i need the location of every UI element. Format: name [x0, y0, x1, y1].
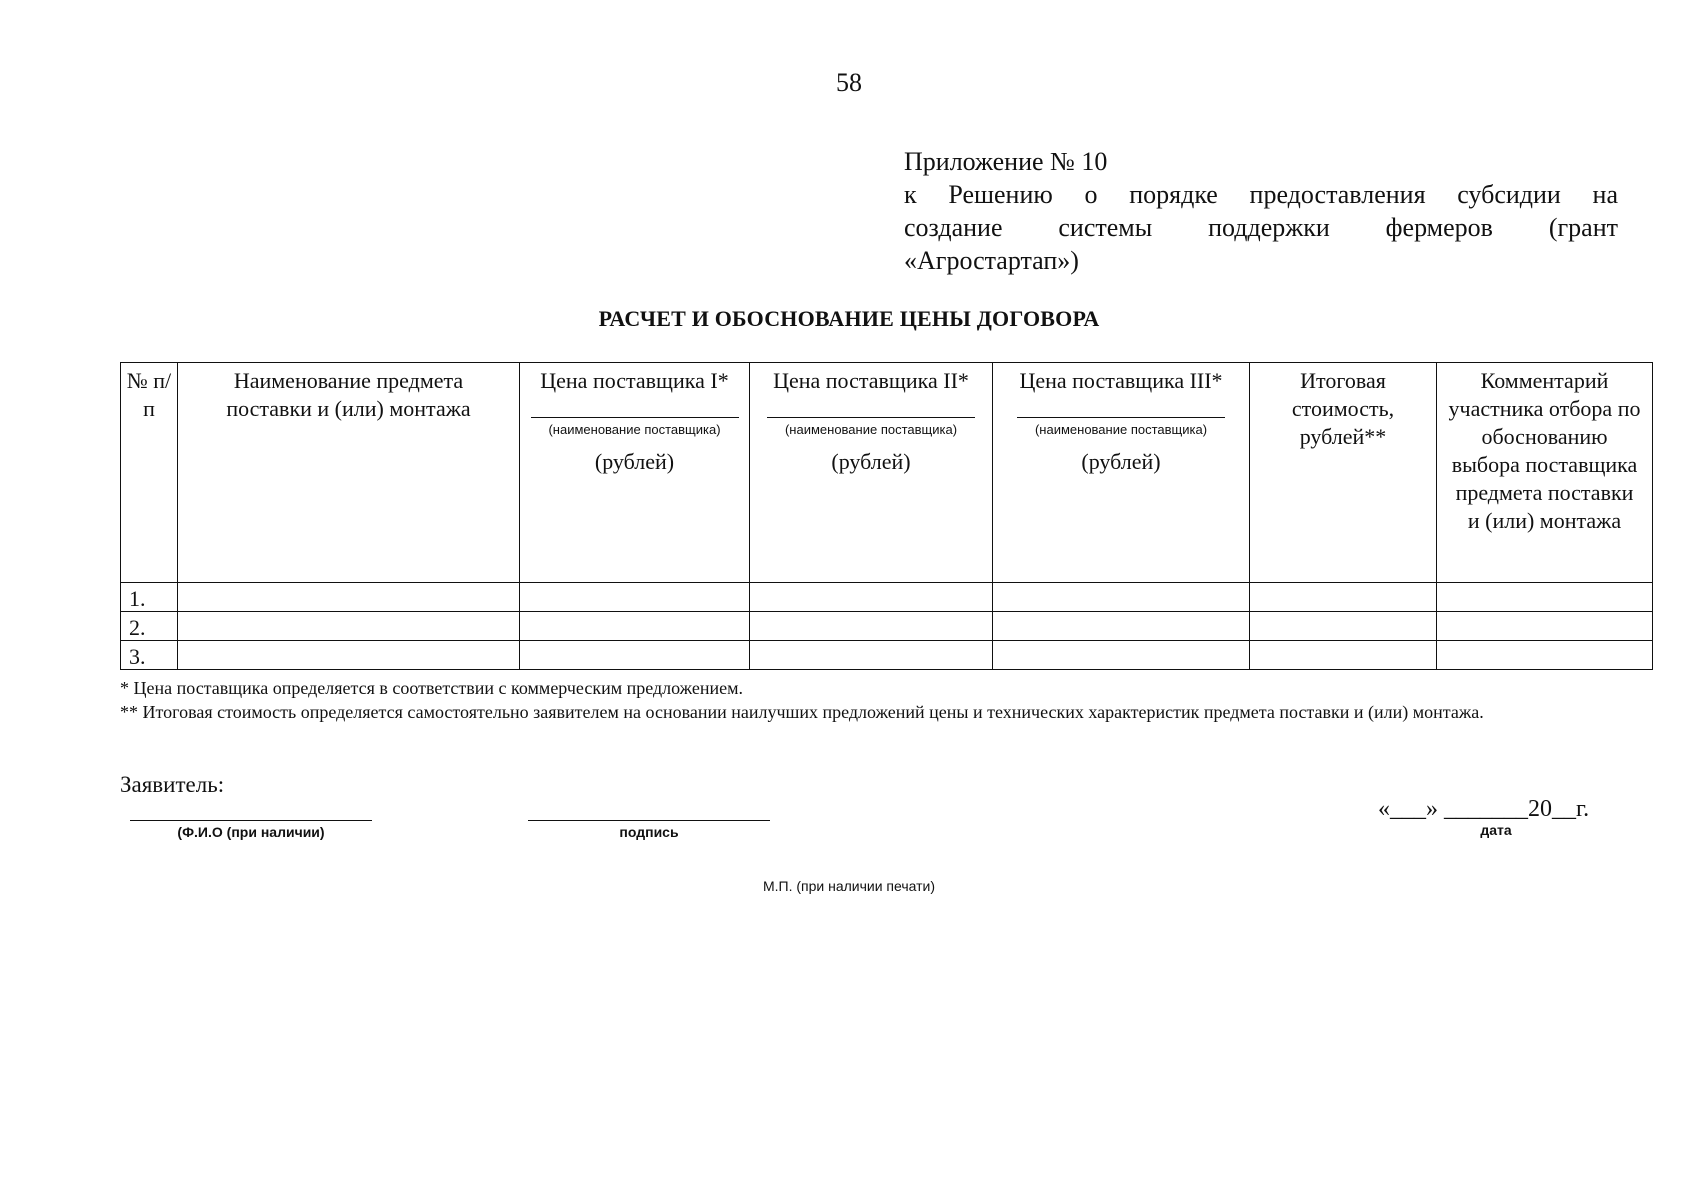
supplier-1-price-cell[interactable]: [520, 583, 750, 612]
footnote-supplier-price: * Цена поставщика определяется в соответствии с коммерческим предложением.: [120, 678, 744, 698]
table-row: [121, 583, 1653, 612]
item-name-cell[interactable]: [178, 612, 520, 641]
supplier-3-price-cell[interactable]: [993, 583, 1250, 612]
total-cell[interactable]: [1250, 612, 1437, 641]
comment-cell[interactable]: [1437, 612, 1653, 641]
header-item-name: Наименование предмета поставки и (или) монтажа: [178, 363, 520, 583]
fio-caption: (Ф.И.О (при наличии): [177, 824, 325, 840]
appendix-ref-line-3: «Агростартап»): [904, 246, 1079, 275]
table-header-row: [121, 363, 1653, 583]
page-number: 58: [836, 68, 862, 97]
supplier-2-price-cell[interactable]: [750, 583, 993, 612]
header-num: № п/п: [121, 363, 178, 583]
signature-caption: подпись: [619, 824, 679, 840]
supplier-1-price-cell[interactable]: [520, 641, 750, 670]
supplier-3-price-cell[interactable]: [993, 612, 1250, 641]
appendix-ref-line-2: создание системы поддержки фермеров (грант: [904, 213, 1618, 242]
supplier-1-name-line: [531, 417, 739, 418]
item-name-cell[interactable]: [178, 641, 520, 670]
fio-line[interactable]: [130, 820, 372, 821]
signature-line[interactable]: [528, 820, 770, 821]
header-supplier-3: [993, 363, 1250, 583]
appendix-ref-line-1: к Решению о порядке предоставления субсидии на: [904, 180, 1618, 209]
comment-cell[interactable]: [1437, 583, 1653, 612]
table-row: [121, 612, 1653, 641]
supplier-1-caption: (наименование поставщика): [548, 422, 721, 437]
header-total: Итоговая стоимость, рублей**: [1250, 363, 1437, 583]
total-cell[interactable]: [1250, 641, 1437, 670]
supplier-3-label: Цена поставщика III*: [1019, 368, 1223, 393]
supplier-2-label: Цена поставщика II*: [773, 368, 969, 393]
comment-cell[interactable]: [1437, 641, 1653, 670]
supplier-3-name-line: [1017, 417, 1225, 418]
header-supplier-2: [750, 363, 993, 583]
row-number: 1.: [121, 583, 178, 612]
appendix-number: Приложение № 10: [904, 147, 1108, 176]
applicant-label: Заявитель:: [120, 772, 225, 797]
supplier-2-name-line: [767, 417, 975, 418]
supplier-3-caption: (наименование поставщика): [1034, 422, 1208, 437]
supplier-2-unit: (рублей): [831, 449, 911, 474]
supplier-1-price-cell[interactable]: [520, 612, 750, 641]
date-caption: дата: [1480, 822, 1512, 838]
total-cell[interactable]: [1250, 583, 1437, 612]
header-supplier-1: [520, 363, 750, 583]
supplier-2-price-cell[interactable]: [750, 641, 993, 670]
header-comment: Комментарий участника отбора по обоснованию выбора поставщика предмета поставки и (или) монтажа: [1437, 363, 1653, 583]
supplier-1-label: Цена поставщика I*: [540, 368, 729, 393]
supplier-1-unit: (рублей): [594, 449, 675, 474]
supplier-2-caption: (наименование поставщика): [784, 422, 958, 437]
row-number: 3.: [121, 641, 178, 670]
date-field[interactable]: «___» _______20__г.: [1378, 796, 1590, 822]
price-table: [120, 362, 1653, 670]
supplier-2-price-cell[interactable]: [750, 612, 993, 641]
item-name-cell[interactable]: [178, 583, 520, 612]
supplier-3-unit: (рублей): [1081, 449, 1161, 474]
table-row: [121, 641, 1653, 670]
row-number: 2.: [121, 612, 178, 641]
footnote-total-cost: ** Итоговая стоимость определяется самостоятельно заявителем на основании наилучших предложений цены и технических характеристик предмета поставки и (или) монтажа.: [120, 702, 1484, 722]
document-title: РАСЧЕТ И ОБОСНОВАНИЕ ЦЕНЫ ДОГОВОРА: [598, 306, 1100, 331]
stamp-caption: М.П. (при наличии печати): [762, 878, 936, 894]
appendix-block: [904, 145, 1618, 277]
supplier-3-price-cell[interactable]: [993, 641, 1250, 670]
